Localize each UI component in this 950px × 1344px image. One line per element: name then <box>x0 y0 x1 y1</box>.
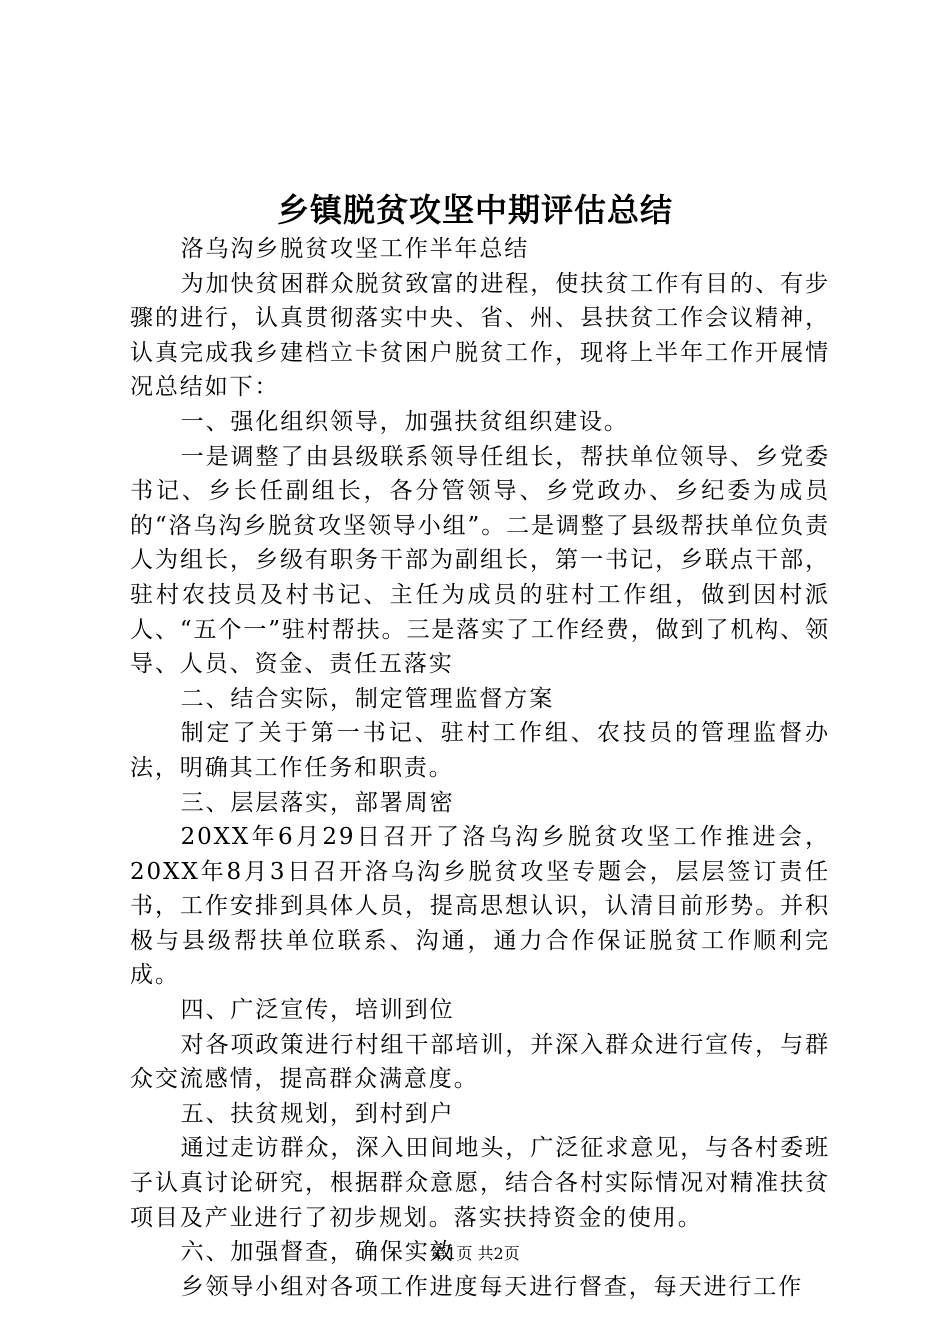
paragraph: 制定了关于第一书记、驻村工作组、农技员的管理监督办法，明确其工作任务和职责。 <box>130 720 830 781</box>
paragraph: 通过走访群众，深入田间地头，广泛征求意见，与各村委班子认真讨论研究，根据群众意愿，结合各村实际情况对精准扶贫项目及产业进行了初步规划。落实扶持资金的使用。 <box>130 1135 830 1231</box>
paragraph: 乡领导小组对各项工作进度每天进行督查，每天进行工作 <box>180 1273 804 1300</box>
paragraph: 四、广泛宣传，培训到位 <box>180 997 455 1024</box>
paragraph: 五、扶贫规划，到村到户 <box>180 1100 455 1127</box>
page-footer: 第1页 共2页 <box>430 1244 520 1263</box>
paragraph: 一、强化组织领导，加强扶贫组织建设。 <box>180 408 629 435</box>
paragraph: 20XX年6月29日召开了洛乌沟乡脱贫攻坚工作推进会，20XX年8月3日召开洛乌沟乡脱贫攻坚专题会，层层签订责任书，工作安排到具体人员，提高思想认识，认清目前形势。并积极与县级帮扶单位联系、沟通，通力合作保证脱贫工作顺利完成。 <box>130 824 830 989</box>
paragraph: 六、加强督查，确保实效 <box>180 1239 455 1266</box>
paragraph: 洛乌沟乡脱贫攻坚工作半年总结 <box>180 236 530 262</box>
document-title: 乡镇脱贫攻坚中期评估总结 <box>276 191 673 229</box>
paragraph: 对各项政策进行村组干部培训，并深入群众进行宣传，与群众交流感情，提高群众满意度。 <box>130 1031 830 1093</box>
paragraph: 为加快贫困群众脱贫致富的进程，使扶贫工作有目的、有步骤的进行，认真贯彻落实中央、省、州、县扶贫工作会议精神，认真完成我乡建档立卡贫困户脱贫工作，现将上半年工作开展情况总结如下： <box>130 270 830 401</box>
paragraph: 三、层层落实，部署周密 <box>180 789 455 816</box>
document-body <box>130 232 830 1304</box>
paragraph: 二、结合实际，制定管理监督方案 <box>180 685 555 712</box>
paragraph: 一是调整了由县级联系领导任组长，帮扶单位领导、乡党委书记、乡长任副组长，各分管领导、乡党政办、乡纪委为成员的“洛乌沟乡脱贫攻坚领导小组”。二是调整了县级帮扶单位负责人为组长，乡级有职务干部为副组长，第一书记，乡联点干部，驻村农技员及村书记、主任为成员的驻村工作组，做到因村派人、“五个一”驻村帮扶。三是落实了工作经费，做到了机构、领导、人员、资金、责任五落实 <box>130 443 830 678</box>
